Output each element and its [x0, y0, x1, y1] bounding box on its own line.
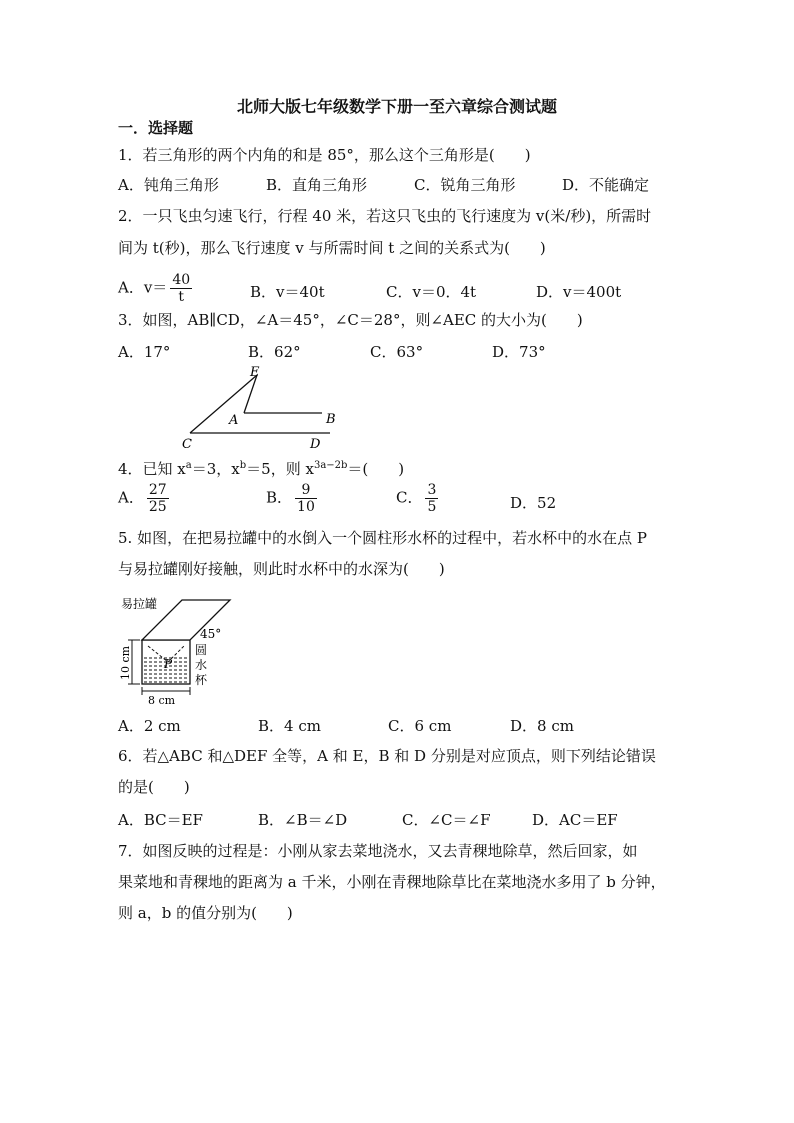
q1-option-a: A．钝角三角形	[118, 176, 219, 194]
q6-option-a: A．BC＝EF	[118, 811, 203, 829]
q4-stem-tail: ＝( )	[347, 460, 405, 478]
q2-option-a	[118, 272, 195, 305]
section-heading: 一．选择题	[118, 119, 194, 137]
q4-option-c-fraction	[425, 482, 438, 515]
q3-option-c: C．63°	[370, 343, 424, 361]
question-1-stem: 1．若三角形的两个内角的和是 85°，那么这个三角形是( )	[118, 146, 531, 164]
q4-option-b	[266, 482, 320, 515]
q2-option-a-label: A．v＝	[118, 278, 168, 297]
q2-option-c: C．v＝0．4t	[386, 283, 477, 301]
width-label: 8 cm	[148, 694, 176, 707]
q1-option-c: C．锐角三角形	[414, 176, 516, 194]
cup-label-1: 圆	[195, 643, 208, 657]
page-title: 北师大版七年级数学下册一至六章综合测试题	[236, 97, 557, 116]
q4-option-a	[118, 482, 172, 515]
label-d: D	[310, 437, 321, 452]
question-7-stem-line3: 则 a，b 的值分别为( )	[118, 904, 293, 922]
question-7-stem-line2: 果菜地和青稞地的距离为 a 千米，小刚在青稞地除草比在菜地浇水多用了 b 分钟，	[118, 873, 666, 891]
cup-label-3: 杯	[195, 673, 208, 687]
fraction-numerator: 9	[295, 482, 317, 499]
q3-option-b: B．62°	[248, 343, 301, 361]
q5-option-b: B．4 cm	[258, 717, 321, 735]
q2-option-a-fraction	[170, 272, 192, 305]
fraction-denominator: t	[178, 289, 185, 305]
q4-option-c	[396, 482, 441, 515]
fraction-denominator: 10	[297, 499, 315, 515]
q4-exp-b: b	[239, 460, 247, 471]
q4-option-a-fraction	[147, 482, 169, 515]
fraction-denominator: 25	[148, 499, 167, 515]
q2-option-d: D．v＝400t	[536, 283, 622, 301]
can-and-cup-figure	[118, 588, 238, 708]
point-p-label: P	[164, 657, 173, 671]
label-b: B	[326, 412, 336, 427]
fraction-denominator: 5	[427, 499, 437, 515]
fraction-numerator: 27	[148, 482, 167, 498]
label-a: A	[229, 413, 239, 428]
q6-option-c: C．∠C＝∠F	[402, 811, 491, 829]
q4-option-a-label: A．	[118, 488, 144, 507]
question-5-stem-line1: 5. 如图，在把易拉罐中的水倒入一个圆柱形水杯的过程中，若水杯中的水在点 P	[118, 529, 647, 547]
q4-stem-prefix: 4．已知 x	[118, 460, 186, 478]
q4-option-b-label: B．	[266, 488, 293, 507]
question-2-stem-line2: 间为 t(秒)，那么飞行速度 v 与所需时间 t 之间的关系式为( )	[118, 239, 546, 257]
q4-option-b-fraction	[295, 482, 317, 515]
question-6-stem-line1: 6．若△ABC 和△DEF 全等，A 和 E，B 和 D 分别是对应顶点，则下列结论错误	[118, 747, 656, 765]
question-3-stem: 3．如图，AB∥CD，∠A＝45°，∠C＝28°，则∠AEC 的大小为( )	[118, 311, 583, 329]
q4-option-c-label: C．	[396, 488, 423, 507]
q4-exp-expr: 3a−2b	[313, 460, 348, 471]
cup-label-2: 水	[195, 658, 208, 672]
q2-option-b: B．v＝40t	[250, 283, 325, 301]
q3-option-d: D．73°	[492, 343, 546, 361]
q6-option-b: B．∠B＝∠D	[258, 811, 348, 829]
question-5-stem-line2: 与易拉罐刚好接触，则此时水杯中的水深为( )	[118, 560, 445, 578]
label-e: E	[250, 365, 260, 380]
q4-stem-mid2: ＝5，则 x	[246, 460, 314, 478]
height-label: 10 cm	[119, 645, 132, 680]
angle-label: 45°	[200, 627, 222, 641]
question-4-stem	[118, 456, 404, 479]
q5-option-a: A．2 cm	[118, 717, 181, 735]
fraction-numerator: 3	[427, 482, 437, 498]
parallel-lines-figure	[180, 362, 350, 452]
fraction-numerator: 40	[172, 272, 191, 288]
q3-option-a: A．17°	[118, 343, 171, 361]
q1-option-d: D．不能确定	[562, 176, 650, 194]
q4-option-d: D．52	[510, 494, 557, 512]
question-6-stem-line2: 的是( )	[118, 778, 190, 796]
can-label: 易拉罐	[121, 597, 158, 611]
q4-exp-a: a	[185, 460, 192, 471]
q5-option-c: C．6 cm	[388, 717, 452, 735]
q5-option-d: D．8 cm	[510, 717, 574, 735]
question-7-stem-line1: 7．如图反映的过程是：小刚从家去菜地浇水，又去青稞地除草，然后回家，如	[118, 842, 638, 860]
q1-option-b: B．直角三角形	[266, 176, 368, 194]
label-c: C	[182, 437, 192, 452]
question-2-stem-line1: 2．一只飞虫匀速飞行，行程 40 米，若这只飞虫的飞行速度为 v(米/秒)，所需时	[118, 207, 652, 225]
q4-stem-mid1: ＝3，x	[191, 460, 240, 478]
q6-option-d: D．AC＝EF	[532, 811, 618, 829]
